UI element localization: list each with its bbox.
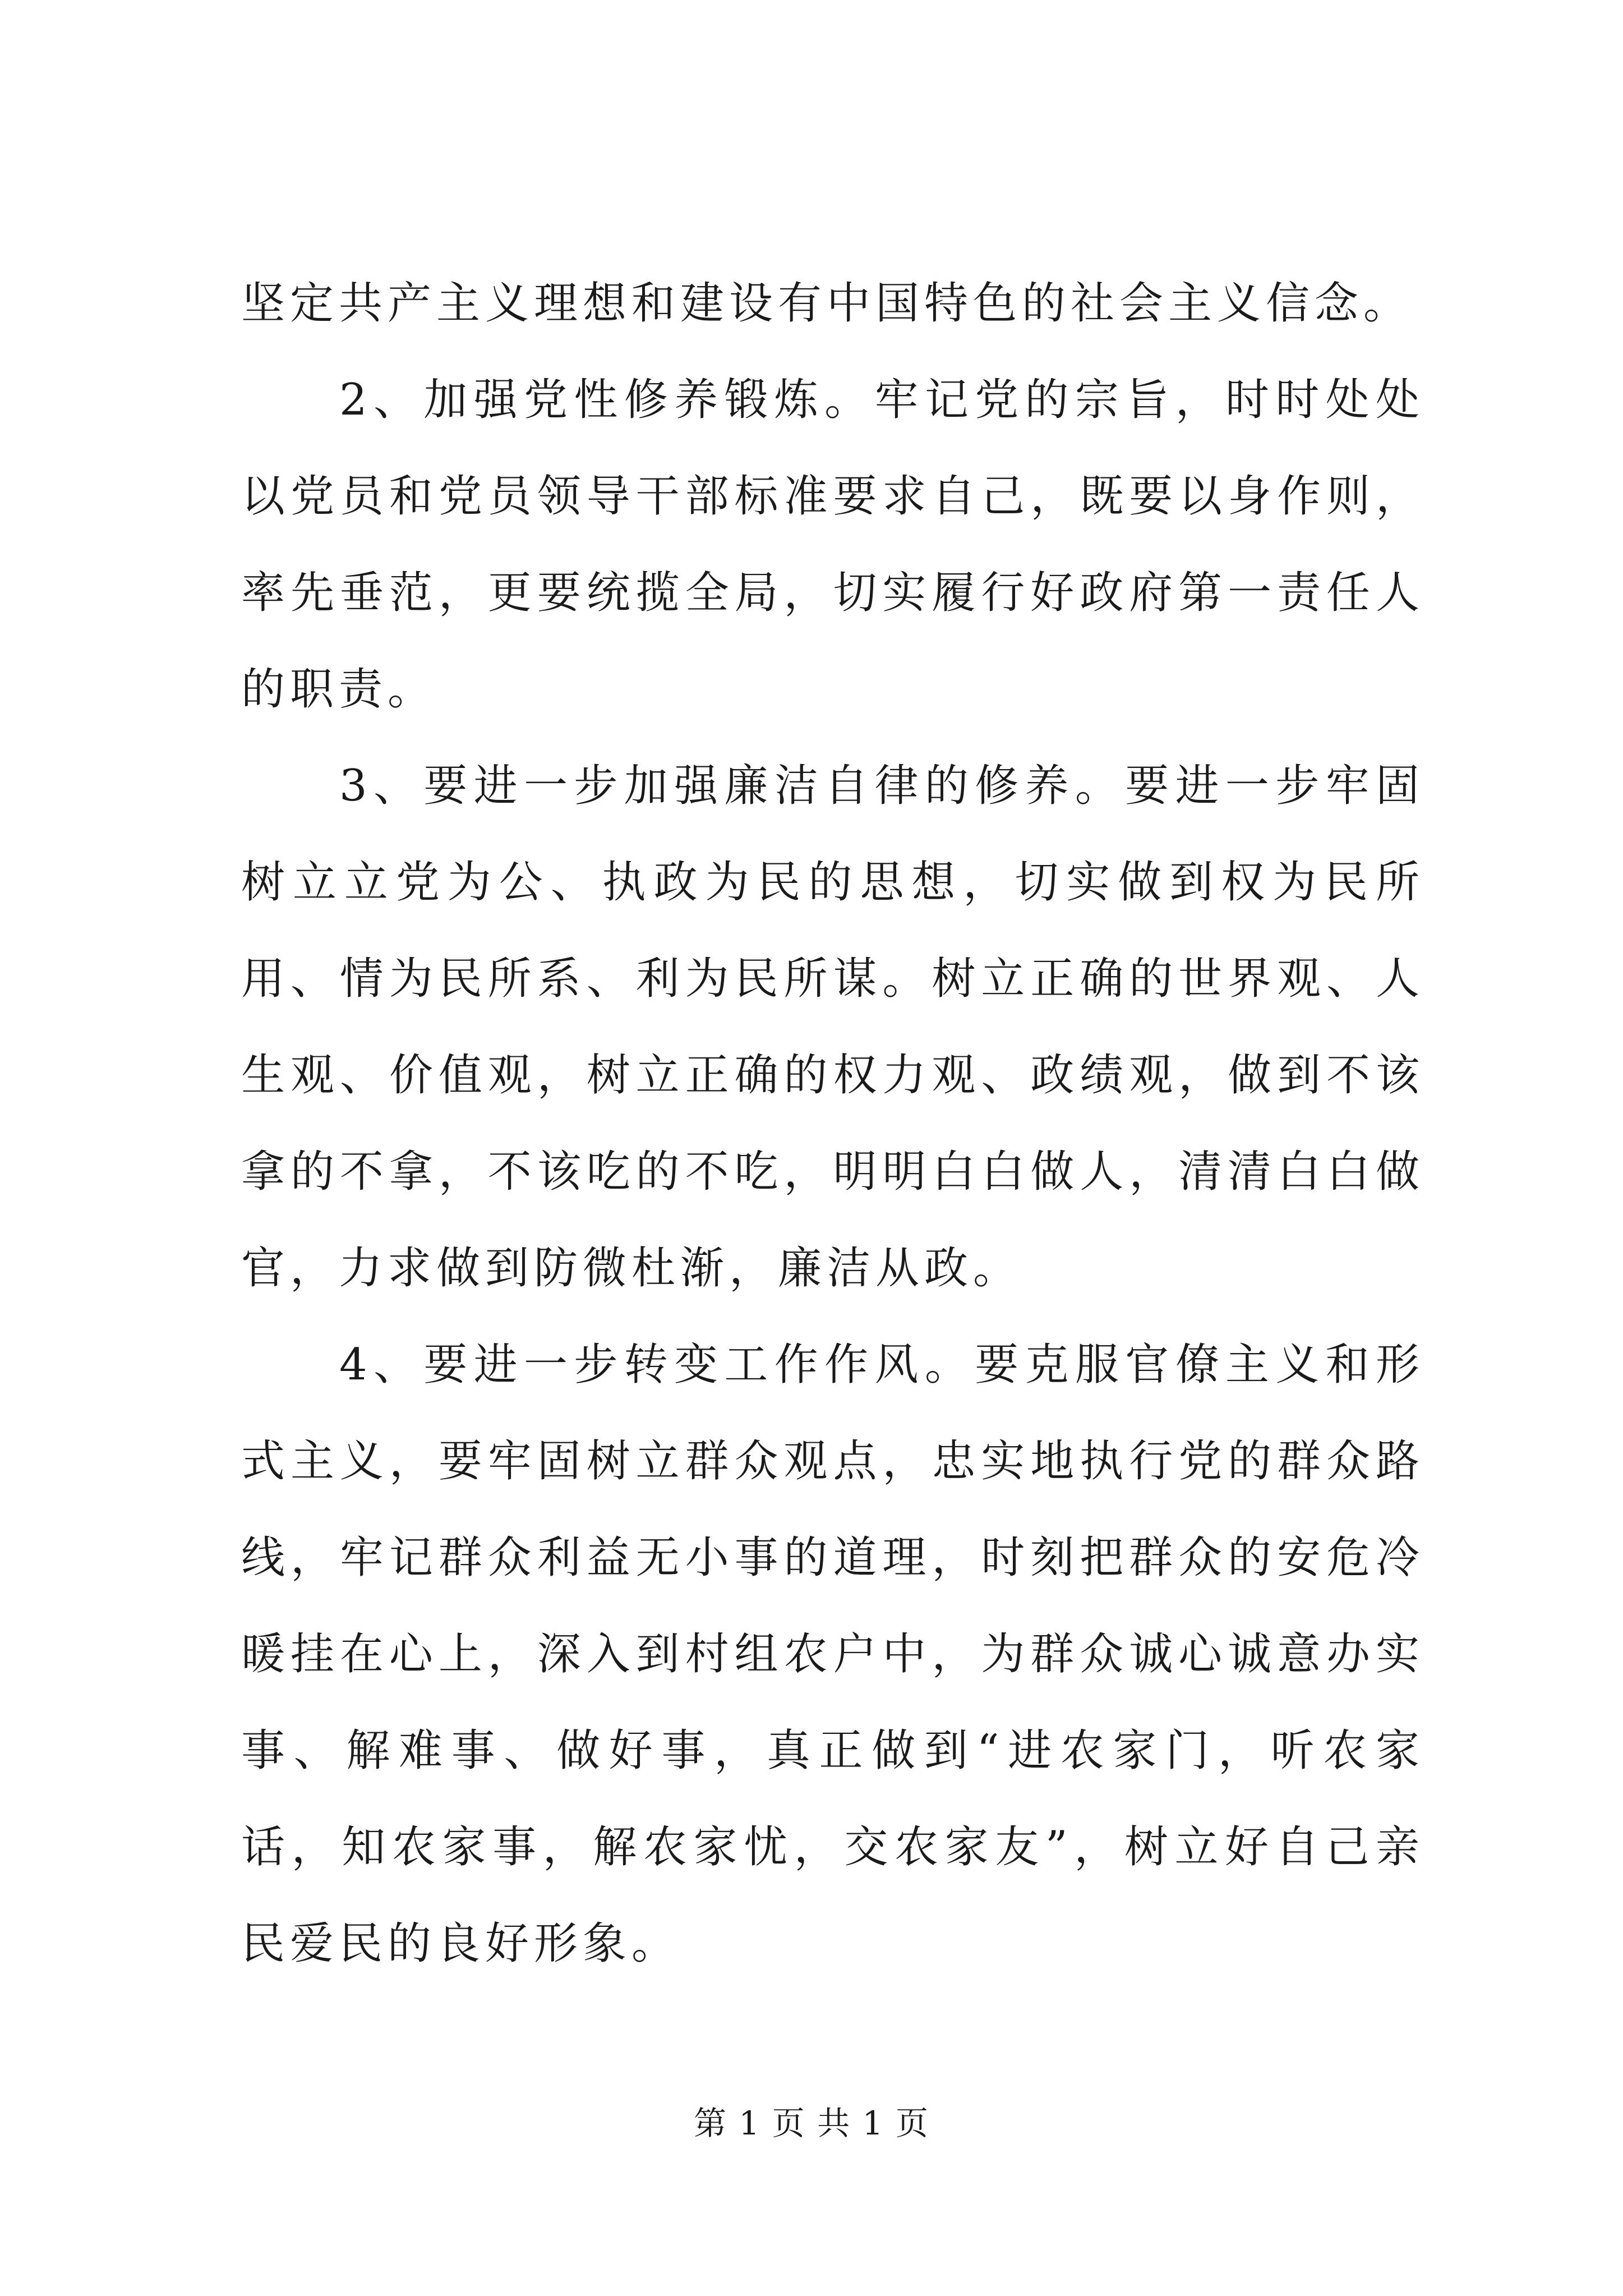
document-body: [241, 255, 1424, 1992]
paragraph-item-2: 2、加强党性修养锻炼。牢记党的宗旨，时时处处以党员和党员领导干部标准要求自己，既要以身作则，率先垂范，更要统揽全局，切实履行好政府第一责任人的职责。: [241, 375, 1424, 715]
page-footer: 第 1 页 共 1 页: [694, 2104, 929, 2142]
paragraph-item-3: 3、要进一步加强廉洁自律的修养。要进一步牢固树立立党为公、执政为民的思想，切实做到权为民所用、情为民所系、利为民所谋。树立正确的世界观、人生观、价值观，树立正确的权力观、政绩观，做到不该拿的不拿，不该吃的不吃，明明白白做人，清清白白做官，力求做到防微杜渐，廉洁从政。: [241, 761, 1424, 1294]
paragraph-continuation: 坚定共产主义理想和建设有中国特色的社会主义信念。: [241, 278, 1413, 329]
paragraph-item-4: 4、要进一步转变工作作风。要克服官僚主义和形式主义，要牢固树立群众观点，忠实地执行党的群众路线，牢记群众利益无小事的道理，时刻把群众的安危冷暖挂在心上，深入到村组农户中，为群众诚心诚意办实事、解难事、做好事，真正做到“进农家门，听农家话，知农家事，解农家忧，交农家友”，树立好自己亲民爱民的良好形象。: [241, 1340, 1424, 1969]
